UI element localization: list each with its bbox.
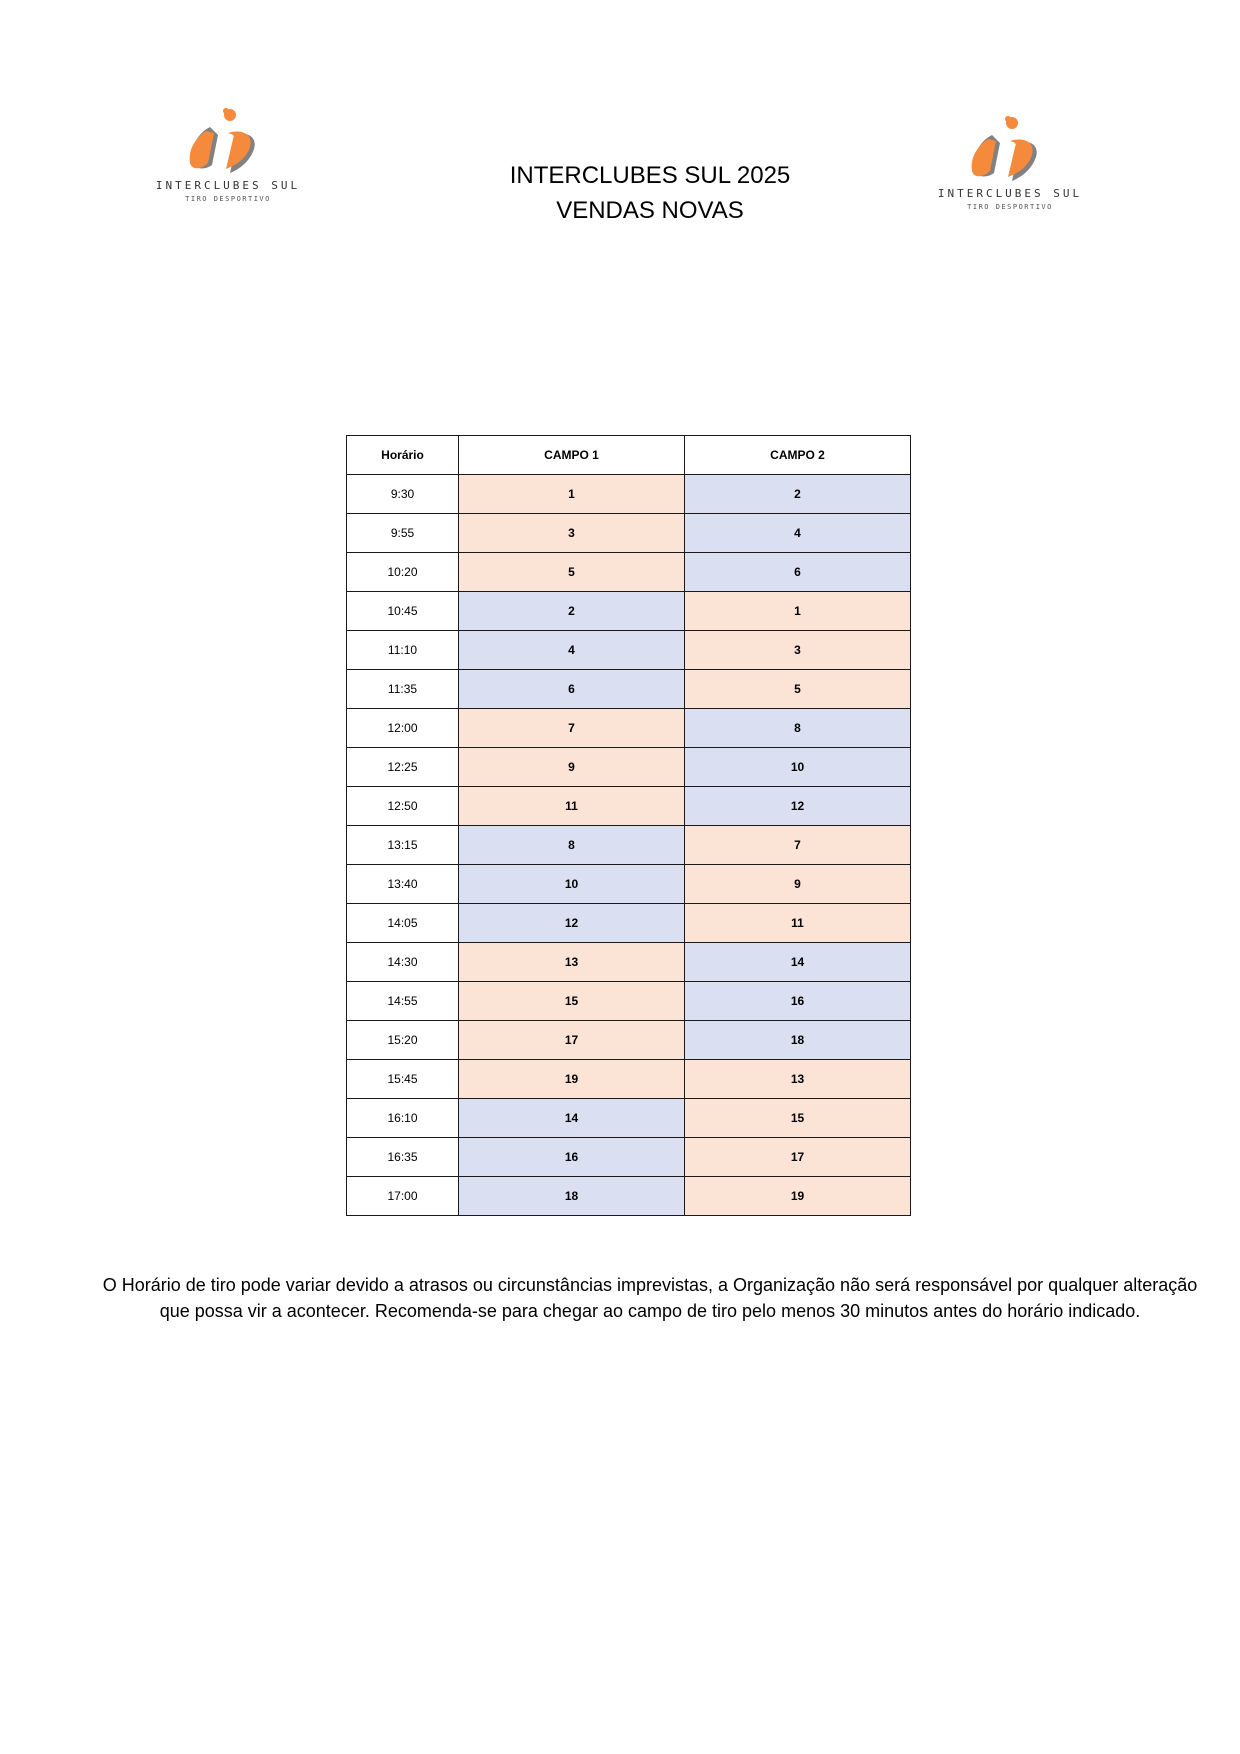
table-row — [347, 943, 911, 982]
logo-text-sub: TIRO DESPORTIVO — [185, 195, 271, 203]
page-title — [420, 158, 880, 228]
campo-2-cell: 10 — [685, 748, 911, 787]
time-cell: 9:30 — [347, 475, 459, 514]
time-cell: 14:05 — [347, 904, 459, 943]
campo-2-cell: 16 — [685, 982, 911, 1021]
table-row — [347, 1099, 911, 1138]
interclubes-logo-icon — [148, 105, 308, 225]
time-cell: 13:40 — [347, 865, 459, 904]
table-row — [347, 787, 911, 826]
time-cell: 12:25 — [347, 748, 459, 787]
campo-2-cell: 7 — [685, 826, 911, 865]
table-row — [347, 1177, 911, 1216]
logo-left — [148, 105, 308, 225]
campo-1-cell: 7 — [459, 709, 685, 748]
campo-2-cell: 8 — [685, 709, 911, 748]
campo-1-cell: 12 — [459, 904, 685, 943]
table-row — [347, 826, 911, 865]
campo-1-cell: 9 — [459, 748, 685, 787]
campo-2-cell: 9 — [685, 865, 911, 904]
campo-2-cell: 4 — [685, 514, 911, 553]
campo-2-cell: 3 — [685, 631, 911, 670]
campo-1-cell: 10 — [459, 865, 685, 904]
table-header-row — [347, 436, 911, 475]
table-row — [347, 592, 911, 631]
campo-1-cell: 18 — [459, 1177, 685, 1216]
table-row — [347, 631, 911, 670]
campo-1-cell: 11 — [459, 787, 685, 826]
campo-2-cell: 12 — [685, 787, 911, 826]
header-campo-2: CAMPO 2 — [685, 436, 911, 475]
campo-2-cell: 15 — [685, 1099, 911, 1138]
campo-1-cell: 3 — [459, 514, 685, 553]
time-cell: 10:20 — [347, 553, 459, 592]
campo-1-cell: 6 — [459, 670, 685, 709]
table-row — [347, 709, 911, 748]
campo-1-cell: 17 — [459, 1021, 685, 1060]
campo-1-cell: 13 — [459, 943, 685, 982]
logo-text-sub: TIRO DESPORTIVO — [967, 203, 1053, 211]
campo-2-cell: 17 — [685, 1138, 911, 1177]
interclubes-logo-icon — [930, 113, 1090, 233]
campo-1-cell: 19 — [459, 1060, 685, 1099]
title-line-1: INTERCLUBES SUL 2025 — [509, 162, 791, 189]
time-cell: 10:45 — [347, 592, 459, 631]
time-cell: 11:35 — [347, 670, 459, 709]
table-row — [347, 1021, 911, 1060]
table-row — [347, 475, 911, 514]
time-cell: 17:00 — [347, 1177, 459, 1216]
logo-right — [930, 113, 1090, 233]
time-cell: 12:00 — [347, 709, 459, 748]
time-cell: 11:10 — [347, 631, 459, 670]
campo-2-cell: 14 — [685, 943, 911, 982]
campo-1-cell: 2 — [459, 592, 685, 631]
campo-1-cell: 16 — [459, 1138, 685, 1177]
campo-2-cell: 2 — [685, 475, 911, 514]
campo-1-cell: 14 — [459, 1099, 685, 1138]
table-row — [347, 514, 911, 553]
header-horario: Horário — [347, 436, 459, 475]
logo-text-main: INTERCLUBES SUL — [155, 179, 301, 192]
campo-1-cell: 15 — [459, 982, 685, 1021]
time-cell: 15:45 — [347, 1060, 459, 1099]
table-row — [347, 865, 911, 904]
campo-2-cell: 11 — [685, 904, 911, 943]
campo-1-cell: 1 — [459, 475, 685, 514]
time-cell: 13:15 — [347, 826, 459, 865]
campo-2-cell: 13 — [685, 1060, 911, 1099]
table-row — [347, 553, 911, 592]
campo-2-cell: 5 — [685, 670, 911, 709]
time-cell: 14:55 — [347, 982, 459, 1021]
time-cell: 16:10 — [347, 1099, 459, 1138]
campo-1-cell: 8 — [459, 826, 685, 865]
campo-1-cell: 5 — [459, 553, 685, 592]
time-cell: 15:20 — [347, 1021, 459, 1060]
table-row — [347, 1138, 911, 1177]
schedule-body — [347, 475, 911, 1216]
table-row — [347, 904, 911, 943]
logo-text-main: INTERCLUBES SUL — [937, 187, 1083, 200]
campo-2-cell: 1 — [685, 592, 911, 631]
schedule-note: O Horário de tiro pode variar devido a atrasos ou circunstâncias imprevistas, a Organização não será responsável por qualquer alteração que possa vir a acontecer. Recomenda-se para chegar ao campo de tiro pelo menos 30 minutos antes do horário indicado. — [102, 1275, 1198, 1321]
schedule-table — [346, 435, 911, 1216]
table-row — [347, 1060, 911, 1099]
time-cell: 12:50 — [347, 787, 459, 826]
campo-2-cell: 18 — [685, 1021, 911, 1060]
table-row — [347, 982, 911, 1021]
header-campo-1: CAMPO 1 — [459, 436, 685, 475]
time-cell: 16:35 — [347, 1138, 459, 1177]
title-line-2: VENDAS NOVAS — [556, 197, 744, 224]
table-row — [347, 670, 911, 709]
table-row — [347, 748, 911, 787]
time-cell: 9:55 — [347, 514, 459, 553]
campo-1-cell: 4 — [459, 631, 685, 670]
time-cell: 14:30 — [347, 943, 459, 982]
campo-2-cell: 6 — [685, 553, 911, 592]
campo-2-cell: 19 — [685, 1177, 911, 1216]
